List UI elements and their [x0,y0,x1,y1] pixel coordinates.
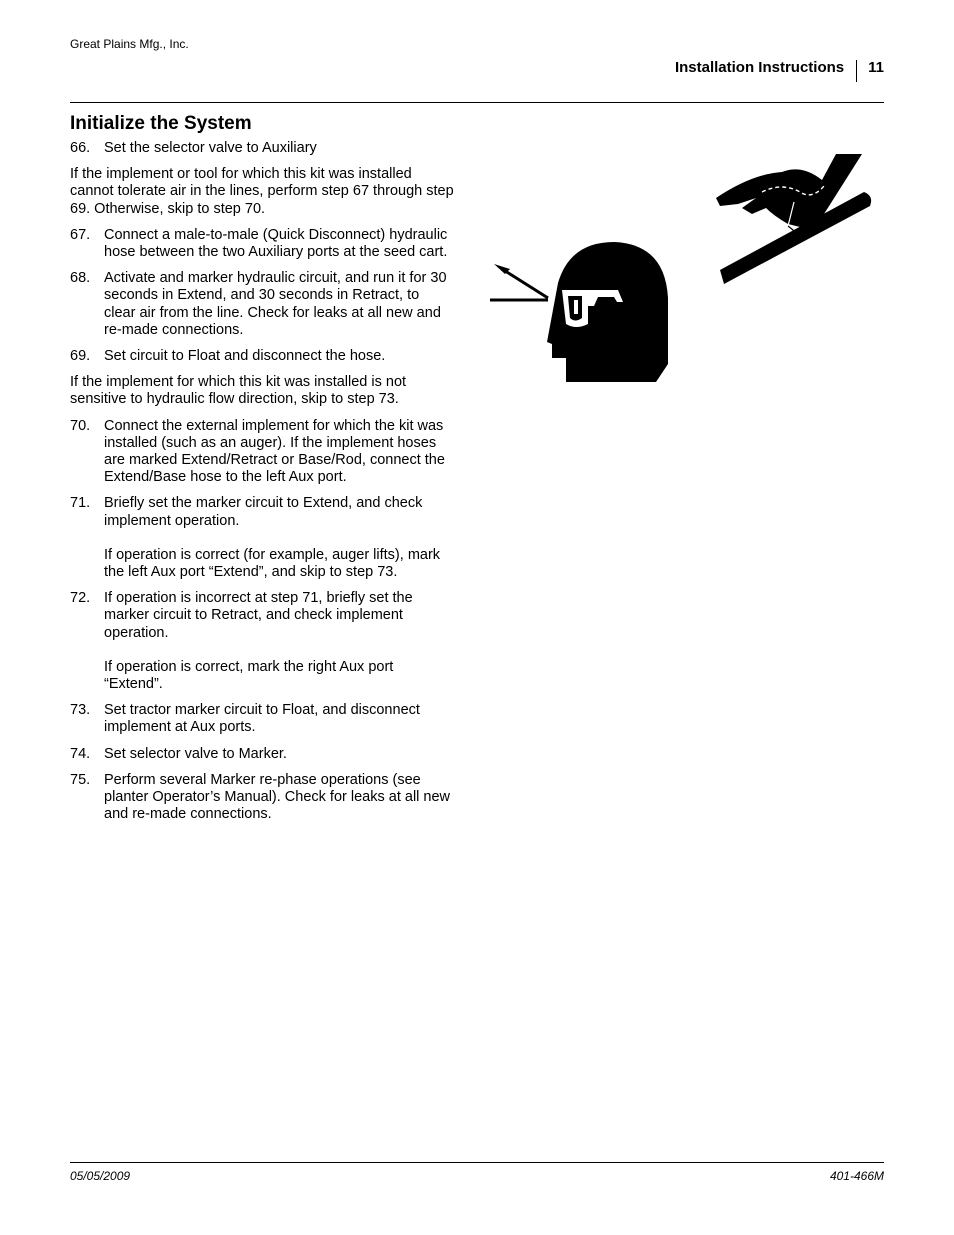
step-69 [70,348,454,365]
step-74 [70,746,454,763]
header-title: Installation Instructions [674,59,845,76]
step-67 [70,227,454,261]
safety-glasses-head-icon [490,236,672,384]
step-number: 71. [70,495,91,512]
step-text: Connect a male-to-male (Quick Disconnect) hydraulic hose between the two Auxiliary ports at the seed cart. [104,226,448,261]
step-text: Set selector valve to Marker. [104,745,287,762]
step-68 [70,270,454,339]
step-72 [70,590,454,693]
step-71 [70,495,454,581]
step-73 [70,702,454,736]
paragraph-flow-direction: If the implement for which this kit was installed is not sensitive to hydraulic flow direction, skip to step 73. [70,374,407,408]
header-rule [70,102,884,103]
step-text: Set tractor marker circuit to Float, and disconnect implement at Aux ports. [104,702,420,736]
instructions-column [70,140,454,833]
step-text: Briefly set the marker circuit to Extend, and check implement operation. [104,495,423,529]
step-number: 73. [70,702,91,719]
step-number: 75. [70,771,91,788]
step-text: Activate and marker hydraulic circuit, and run it for 30 seconds in Extend, and 30 seconds in Retract, to clear air from the line. Check for leaks at all new and re-made connections. [104,270,447,338]
header-separator [856,60,857,82]
page-number: 11 [868,59,884,76]
step-number: 68. [70,270,91,287]
step-number: 69. [70,348,91,365]
step-text: Perform several Marker re-phase operations (see planter Operator’s Manual). Check for leaks at all new and re-made connections. [104,771,451,823]
hand-fluid-injection-icon [712,152,874,288]
step-text: Connect the external implement for which the kit was installed (such as an auger). If the implement hoses are marked Extend/Retract or Base/Rod, connect the Extend/Base hose to the left Aux port. [104,417,445,486]
paragraph-air-in-lines: If the implement or tool for which this kit was installed cannot tolerate air in the lines, perform step 67 through step 69. Otherwise, skip to step 70. [70,166,454,217]
step-subparagraph: If operation is correct, mark the right Aux port “Extend”. [104,658,394,693]
step-content [104,590,454,693]
step-subparagraph: If operation is correct (for example, auger lifts), mark the left Aux port “Extend”, and skip to step 73. [104,546,441,581]
step-text: If operation is incorrect at step 71, briefly set the marker circuit to Retract, and check implement operation. [104,590,413,641]
step-content [104,495,454,581]
footer-part-number: 401-466M [829,1169,884,1183]
step-number: 74. [70,745,91,762]
step-70 [70,418,454,487]
step-75 [70,772,454,824]
company-name: Great Plains Mfg., Inc. [70,37,189,51]
step-text: Set circuit to Float and disconnect the hose. [104,348,386,365]
step-number: 67. [70,226,91,243]
section-title: Initialize the System [70,113,252,134]
step-number: 66. [70,140,91,156]
running-header [675,59,884,82]
step-number: 70. [70,417,91,434]
footer-rule [70,1162,884,1163]
footer-date: 05/05/2009 [70,1169,131,1183]
step-text: Set the selector valve to Auxiliary [104,140,317,156]
step-66 [70,140,454,157]
step-number: 72. [70,590,91,607]
